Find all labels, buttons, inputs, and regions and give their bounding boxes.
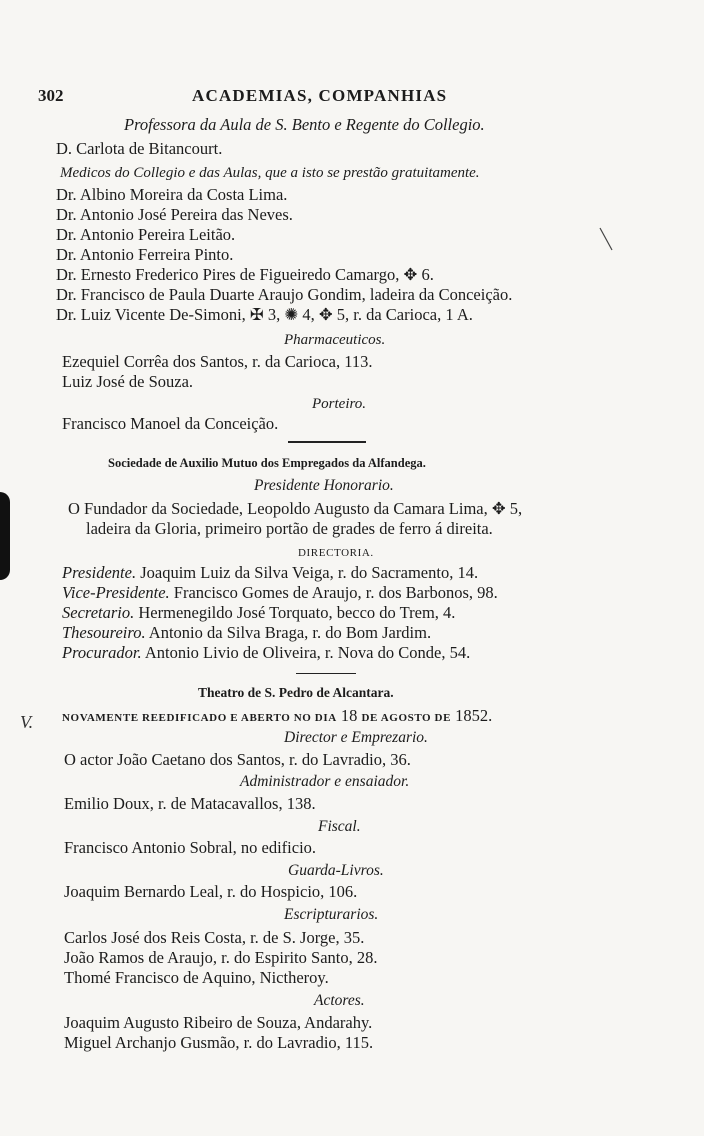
directoria-role: Presidente. (62, 563, 137, 582)
theatro-title: Theatro de S. Pedro de Alcantara. (198, 685, 394, 700)
sociedade-title: Sociedade de Auxilio Mutuo dos Empregados da Alfandega. (108, 456, 426, 470)
directoria-role: Secretario. (62, 603, 135, 622)
directoria-text: Hermenegildo José Torquato, becco do Trem, 4. (138, 603, 456, 622)
medico-entry: Dr. Ernesto Frederico Pires de Figueiredo Camargo, ✥ 6. (56, 265, 434, 284)
directoria-role: Procurador. (62, 643, 142, 662)
subtitle-month: DE AGOSTO DE (361, 712, 452, 724)
guarda-livros-name: Joaquim Bernardo Leal, r. do Hospicio, 106. (64, 882, 358, 901)
medico-entry: Dr. Antonio José Pereira das Neves. (56, 205, 293, 224)
section-divider (296, 673, 356, 674)
guarda-livros-heading: Guarda-Livros. (288, 862, 384, 879)
presidente-honorario-line: ladeira da Gloria, primeiro portão de grades de ferro á direita. (86, 519, 493, 538)
presidente-honorario-heading: Presidente Honorario. (254, 477, 394, 494)
medicos-heading: Medicos do Collegio e das Aulas, que a isto se prestão gratuitamente. (60, 165, 480, 181)
actor-entry: Joaquim Augusto Ribeiro de Souza, Andarahy. (64, 1013, 373, 1032)
administrador-name: Emilio Doux, r. de Matacavallos, 138. (64, 794, 316, 813)
section-divider (288, 441, 366, 443)
binding-shadow (0, 492, 10, 580)
subtitle-year: 1852. (455, 706, 493, 725)
directoria-entry (62, 603, 455, 623)
director-heading: Director e Emprezario. (284, 729, 428, 746)
page-number: 302 (38, 86, 64, 105)
director-name: O actor João Caetano dos Santos, r. do Lavradio, 36. (64, 750, 411, 769)
directoria-role: Thesoureiro. (62, 623, 146, 642)
subtitle-caps: NOVAMENTE REEDIFICADO E ABERTO NO DIA (62, 712, 337, 724)
theatro-subtitle (62, 706, 492, 728)
medico-entry: Dr. Antonio Ferreira Pinto. (56, 245, 234, 264)
directoria-heading: DIRECTORIA. (298, 547, 374, 559)
directoria-role: Vice-Presidente. (62, 583, 170, 602)
administrador-heading: Administrador e ensaiador. (240, 773, 410, 790)
directoria-entry (62, 643, 470, 663)
subtitle-day: 18 (340, 706, 358, 725)
fiscal-name: Francisco Antonio Sobral, no edificio. (64, 838, 317, 857)
medico-entry: Dr. Antonio Pereira Leitão. (56, 225, 236, 244)
porteiro-heading: Porteiro. (312, 396, 367, 412)
directoria-entry (62, 623, 431, 643)
directoria-text: Francisco Gomes de Araujo, r. dos Barbonos, 98. (173, 583, 498, 602)
escripturario-entry: Thomé Francisco de Aquino, Nictheroy. (64, 968, 329, 987)
professora-heading: Professora da Aula de S. Bento e Regente do Collegio. (124, 115, 485, 134)
directoria-text: Joaquim Luiz da Silva Veiga, r. do Sacramento, 14. (140, 563, 479, 582)
pharmaceutico-entry: Ezequiel Corrêa dos Santos, r. da Carioca, 113. (62, 352, 373, 371)
escripturarios-heading: Escripturarios. (284, 906, 379, 923)
directoria-text: Antonio da Silva Braga, r. do Bom Jardim. (148, 623, 432, 642)
escripturario-entry: João Ramos de Araujo, r. do Espirito Santo, 28. (64, 948, 378, 967)
pharmaceuticos-heading: Pharmaceuticos. (284, 332, 386, 348)
directoria-entry (62, 563, 478, 583)
porteiro-name: Francisco Manoel da Conceição. (62, 414, 279, 433)
pharmaceutico-entry: Luiz José de Souza. (62, 372, 194, 391)
running-title: ACADEMIAS, COMPANHIAS (192, 86, 448, 105)
medico-entry: Dr. Albino Moreira da Costa Lima. (56, 185, 288, 204)
margin-stroke-mark (598, 226, 618, 254)
margin-handwritten-mark: V. (20, 712, 34, 732)
professora-name: D. Carlota de Bitancourt. (56, 139, 223, 158)
presidente-honorario-line: O Fundador da Sociedade, Leopoldo Augusto da Camara Lima, ✥ 5, (68, 499, 523, 518)
escripturario-entry: Carlos José dos Reis Costa, r. de S. Jorge, 35. (64, 928, 365, 947)
fiscal-heading: Fiscal. (318, 818, 361, 835)
actor-entry: Miguel Archanjo Gusmão, r. do Lavradio, 115. (64, 1033, 374, 1052)
medico-entry: Dr. Luiz Vicente De-Simoni, ✠ 3, ✺ 4, ✥ 5, r. da Carioca, 1 A. (56, 305, 473, 324)
directoria-text: Antonio Livio de Oliveira, r. Nova do Conde, 54. (144, 643, 471, 662)
actores-heading: Actores. (314, 992, 365, 1009)
directoria-entry (62, 583, 498, 603)
medico-entry: Dr. Francisco de Paula Duarte Araujo Gondim, ladeira da Conceição. (56, 285, 513, 304)
